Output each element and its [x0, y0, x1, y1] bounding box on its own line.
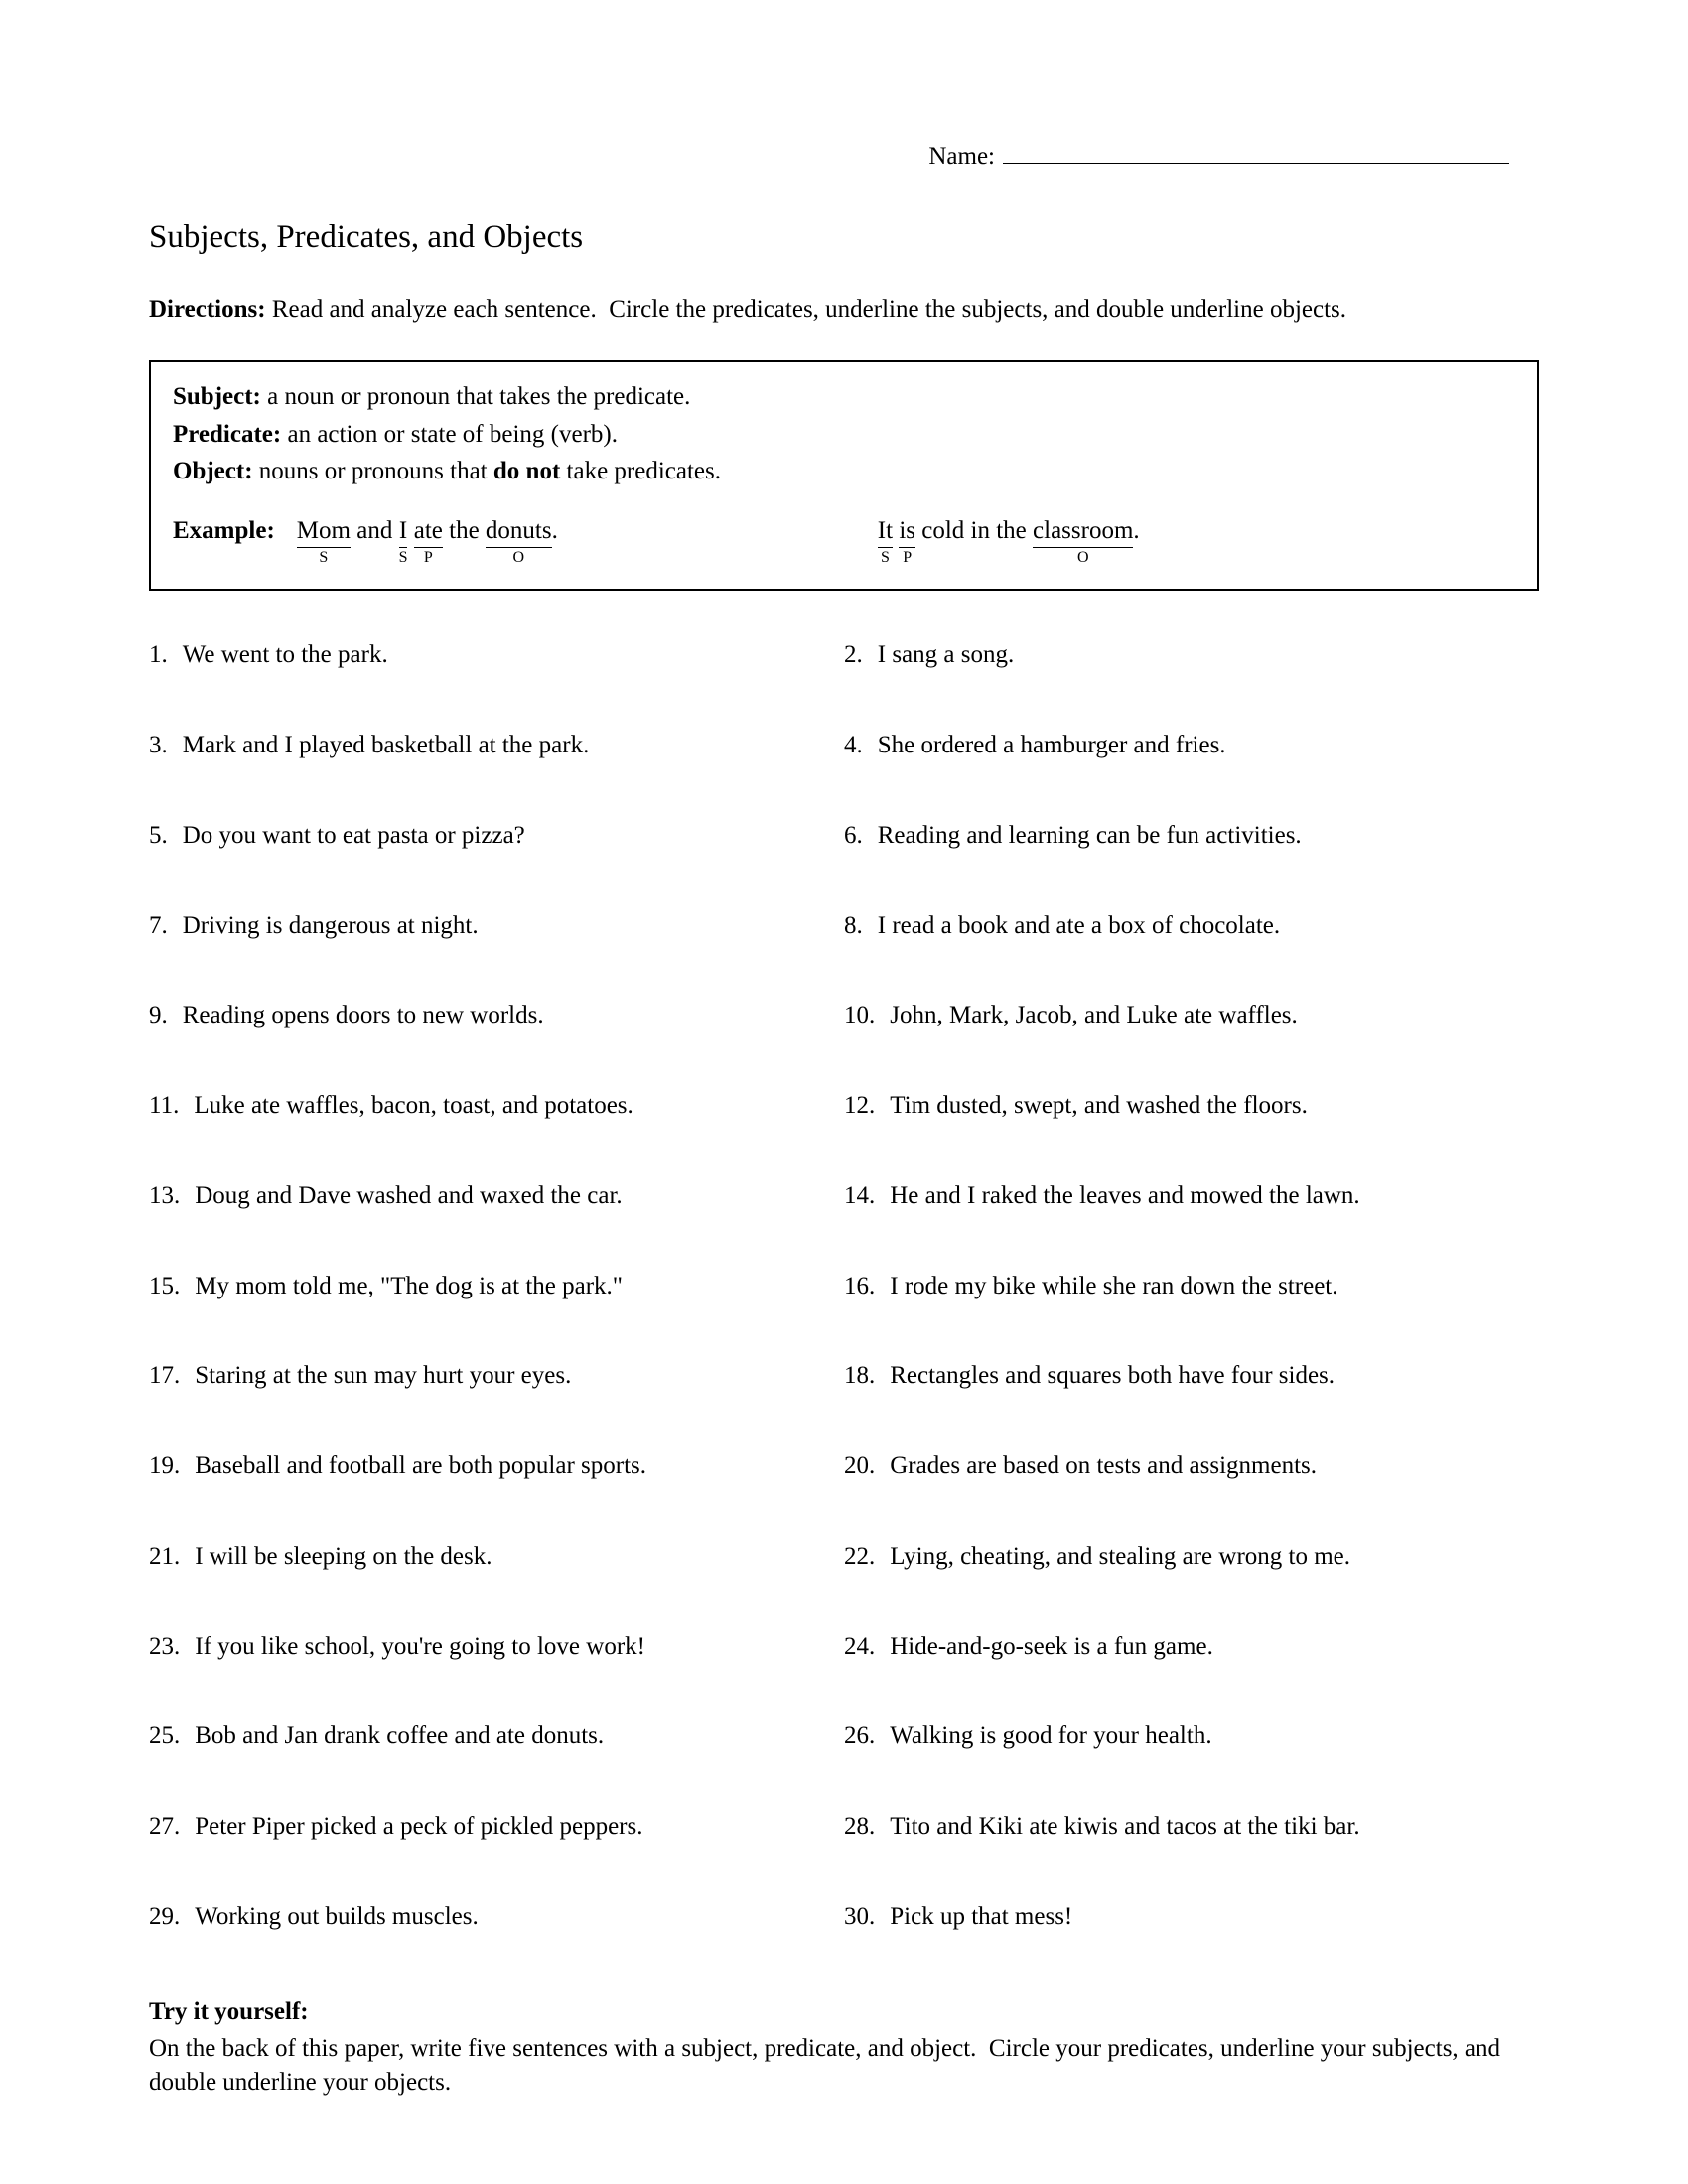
page-title: Subjects, Predicates, and Objects — [149, 218, 584, 255]
sentence-item — [844, 1630, 1539, 1664]
sentence-text: I will be sleeping on the desk. — [195, 1542, 492, 1570]
example-word-o: classroom O — [1033, 514, 1133, 568]
sentence-number: 13. — [149, 1181, 181, 1209]
predicate-definition — [173, 416, 1515, 454]
sentence-number: 9. — [149, 1002, 168, 1029]
definition-box — [149, 360, 1539, 591]
example-row — [173, 514, 1515, 568]
sentence-text: Rectangles and squares both have four sides. — [890, 1362, 1336, 1390]
sentence-item — [844, 1179, 1539, 1213]
sentence-number: 3. — [149, 732, 168, 759]
name-row — [149, 139, 1539, 174]
example-word: the — [443, 514, 486, 567]
sentence-item — [844, 729, 1539, 762]
sentence-number: 26. — [844, 1722, 876, 1750]
subject-text: a noun or pronoun that takes the predicate. — [260, 383, 691, 411]
sentence-list — [149, 638, 1539, 1933]
try-it-yourself-section — [149, 1995, 1539, 2100]
try-it-yourself-text: On the back of this paper, write five sentences with a subject, predicate, and object. Circle your predicates, underline your subjects, and double underline your objects. — [149, 2035, 1507, 2097]
object-text-bold: do not — [492, 458, 561, 485]
spo-label — [915, 548, 1033, 566]
sentence-number: 5. — [149, 821, 168, 849]
example-sentence-1 — [297, 514, 878, 568]
sentence-number: 15. — [149, 1272, 181, 1299]
sentence-text: Peter Piper picked a peck of pickled peppers. — [195, 1813, 643, 1841]
spo-label: S — [319, 549, 329, 567]
example-word-s: Mom S — [297, 514, 351, 568]
object-text-suffix: take predicates. — [560, 458, 721, 485]
name-blank-line — [1003, 139, 1509, 164]
sentence-number: 2. — [844, 641, 863, 669]
sentence-item — [149, 999, 844, 1032]
sentence-number: 16. — [844, 1272, 876, 1299]
sentence-item — [149, 1089, 844, 1123]
sentence-number: 14. — [844, 1181, 876, 1209]
sentence-number: 18. — [844, 1362, 876, 1390]
sentence-number: 28. — [844, 1813, 876, 1841]
sentence-text: I read a book and ate a box of chocolate. — [877, 911, 1281, 939]
sentence-text: Tito and Kiki ate kiwis and tacos at the tiki bar. — [890, 1813, 1360, 1841]
sentence-text: Hide-and-go-seek is a fun game. — [890, 1632, 1213, 1660]
sentence-number: 20. — [844, 1452, 876, 1480]
sentence-item — [844, 1540, 1539, 1573]
directions — [149, 293, 1539, 327]
directions-text: Read and analyze each sentence. Circle the predicates, underline the subjects, and double underline objects. — [265, 296, 1347, 324]
sentence-item — [149, 1449, 844, 1483]
sentence-text: Reading and learning can be fun activities. — [877, 821, 1302, 849]
example-word-o: donuts O — [486, 514, 552, 568]
spo-label: P — [423, 549, 433, 567]
sentence-number: 7. — [149, 911, 168, 939]
predicate-text: an action or state of being (verb). — [281, 420, 618, 448]
sentence-text: He and I raked the leaves and mowed the lawn. — [890, 1181, 1360, 1209]
sentence-item — [149, 1359, 844, 1393]
sentence-item — [844, 1719, 1539, 1753]
sentence-text: Staring at the sun may hurt your eyes. — [195, 1362, 572, 1390]
sentence-number: 1. — [149, 641, 168, 669]
sentence-text: Reading opens doors to new worlds. — [182, 1002, 544, 1029]
sentence-item — [149, 1719, 844, 1753]
name-label: Name: — [928, 143, 995, 170]
sentence-text: We went to the park. — [182, 641, 388, 669]
object-label: Object: — [173, 458, 253, 485]
sentence-item — [149, 1179, 844, 1213]
sentence-item — [844, 1449, 1539, 1483]
sentence-item — [149, 1630, 844, 1664]
spo-label: P — [903, 549, 913, 567]
sentence-text: Bob and Jan drank coffee and ate donuts. — [195, 1722, 605, 1750]
sentence-number: 23. — [149, 1632, 181, 1660]
sentence-number: 30. — [844, 1902, 876, 1930]
sentence-item — [844, 909, 1539, 943]
spo-label: S — [398, 549, 408, 567]
example-label: Example: — [173, 516, 275, 544]
example-word-p: ate P — [414, 514, 443, 568]
sentence-number: 19. — [149, 1452, 181, 1480]
sentence-number: 21. — [149, 1542, 181, 1570]
sentence-text: Grades are based on tests and assignments. — [890, 1452, 1317, 1480]
sentence-text: Driving is dangerous at night. — [182, 911, 479, 939]
example-word: and — [351, 514, 399, 567]
sentence-item — [844, 1900, 1539, 1934]
sentence-item — [149, 638, 844, 672]
sentence-text: Do you want to eat pasta or pizza? — [182, 821, 525, 849]
sentence-item — [844, 819, 1539, 853]
sentence-number: 22. — [844, 1542, 876, 1570]
sentence-text: Luke ate waffles, bacon, toast, and potatoes. — [194, 1092, 633, 1120]
sentence-number: 10. — [844, 1002, 876, 1029]
sentence-text: I sang a song. — [877, 641, 1015, 669]
sentence-item — [844, 1270, 1539, 1303]
directions-label: Directions: — [149, 296, 266, 324]
example-word-s: It S — [878, 514, 893, 568]
sentence-item — [844, 1359, 1539, 1393]
sentence-text: Pick up that mess! — [890, 1902, 1073, 1930]
sentence-text: Baseball and football are both popular sports. — [195, 1452, 646, 1480]
sentence-item — [149, 1810, 844, 1843]
sentence-item — [844, 638, 1539, 672]
object-text-prefix: nouns or pronouns that — [252, 458, 493, 485]
sentence-item — [149, 729, 844, 762]
spo-label: O — [512, 549, 525, 567]
spo-label — [552, 548, 558, 566]
sentence-text: Tim dusted, swept, and washed the floors. — [890, 1092, 1308, 1120]
sentence-number: 4. — [844, 732, 863, 759]
sentence-item — [149, 1270, 844, 1303]
sentence-number: 24. — [844, 1632, 876, 1660]
sentence-number: 12. — [844, 1092, 876, 1120]
sentence-item — [149, 1900, 844, 1934]
spo-label — [443, 548, 486, 566]
spo-label — [1133, 548, 1139, 566]
sentence-text: Doug and Dave washed and waxed the car. — [195, 1181, 623, 1209]
sentence-item — [844, 1810, 1539, 1843]
sentence-text: If you like school, you're going to love work! — [195, 1632, 645, 1660]
sentence-text: I rode my bike while she ran down the street. — [890, 1272, 1338, 1299]
sentence-text: Working out builds muscles. — [195, 1902, 479, 1930]
sentence-number: 27. — [149, 1813, 181, 1841]
sentence-item — [844, 999, 1539, 1032]
sentence-text: She ordered a hamburger and fries. — [877, 732, 1226, 759]
predicate-label: Predicate: — [173, 420, 282, 448]
sentence-item — [844, 1089, 1539, 1123]
spo-label — [351, 548, 399, 566]
sentence-number: 25. — [149, 1722, 181, 1750]
sentence-text: Lying, cheating, and stealing are wrong to me. — [890, 1542, 1351, 1570]
object-definition — [173, 453, 1515, 490]
example-word: cold in the — [915, 514, 1033, 567]
sentence-item — [149, 1540, 844, 1573]
example-sentence-2 — [878, 514, 1140, 568]
example-word-p: is P — [899, 514, 915, 568]
sentence-number: 17. — [149, 1362, 181, 1390]
example-word: . — [552, 514, 558, 567]
sentence-number: 6. — [844, 821, 863, 849]
sentence-number: 8. — [844, 911, 863, 939]
sentence-item — [149, 819, 844, 853]
sentence-text: Walking is good for your health. — [890, 1722, 1212, 1750]
spo-label: O — [1076, 549, 1089, 567]
sentence-number: 29. — [149, 1902, 181, 1930]
spo-label: S — [880, 549, 890, 567]
subject-definition — [173, 378, 1515, 416]
example-word: . — [1133, 514, 1139, 567]
sentence-text: John, Mark, Jacob, and Luke ate waffles. — [890, 1002, 1298, 1029]
try-it-yourself-title: Try it yourself: — [149, 1997, 309, 2025]
sentence-item — [149, 909, 844, 943]
subject-label: Subject: — [173, 383, 261, 411]
sentence-text: Mark and I played basketball at the park. — [182, 732, 590, 759]
example-word-s: I S — [399, 514, 408, 568]
sentence-text: My mom told me, "The dog is at the park." — [195, 1272, 624, 1299]
sentence-number: 11. — [149, 1092, 180, 1120]
